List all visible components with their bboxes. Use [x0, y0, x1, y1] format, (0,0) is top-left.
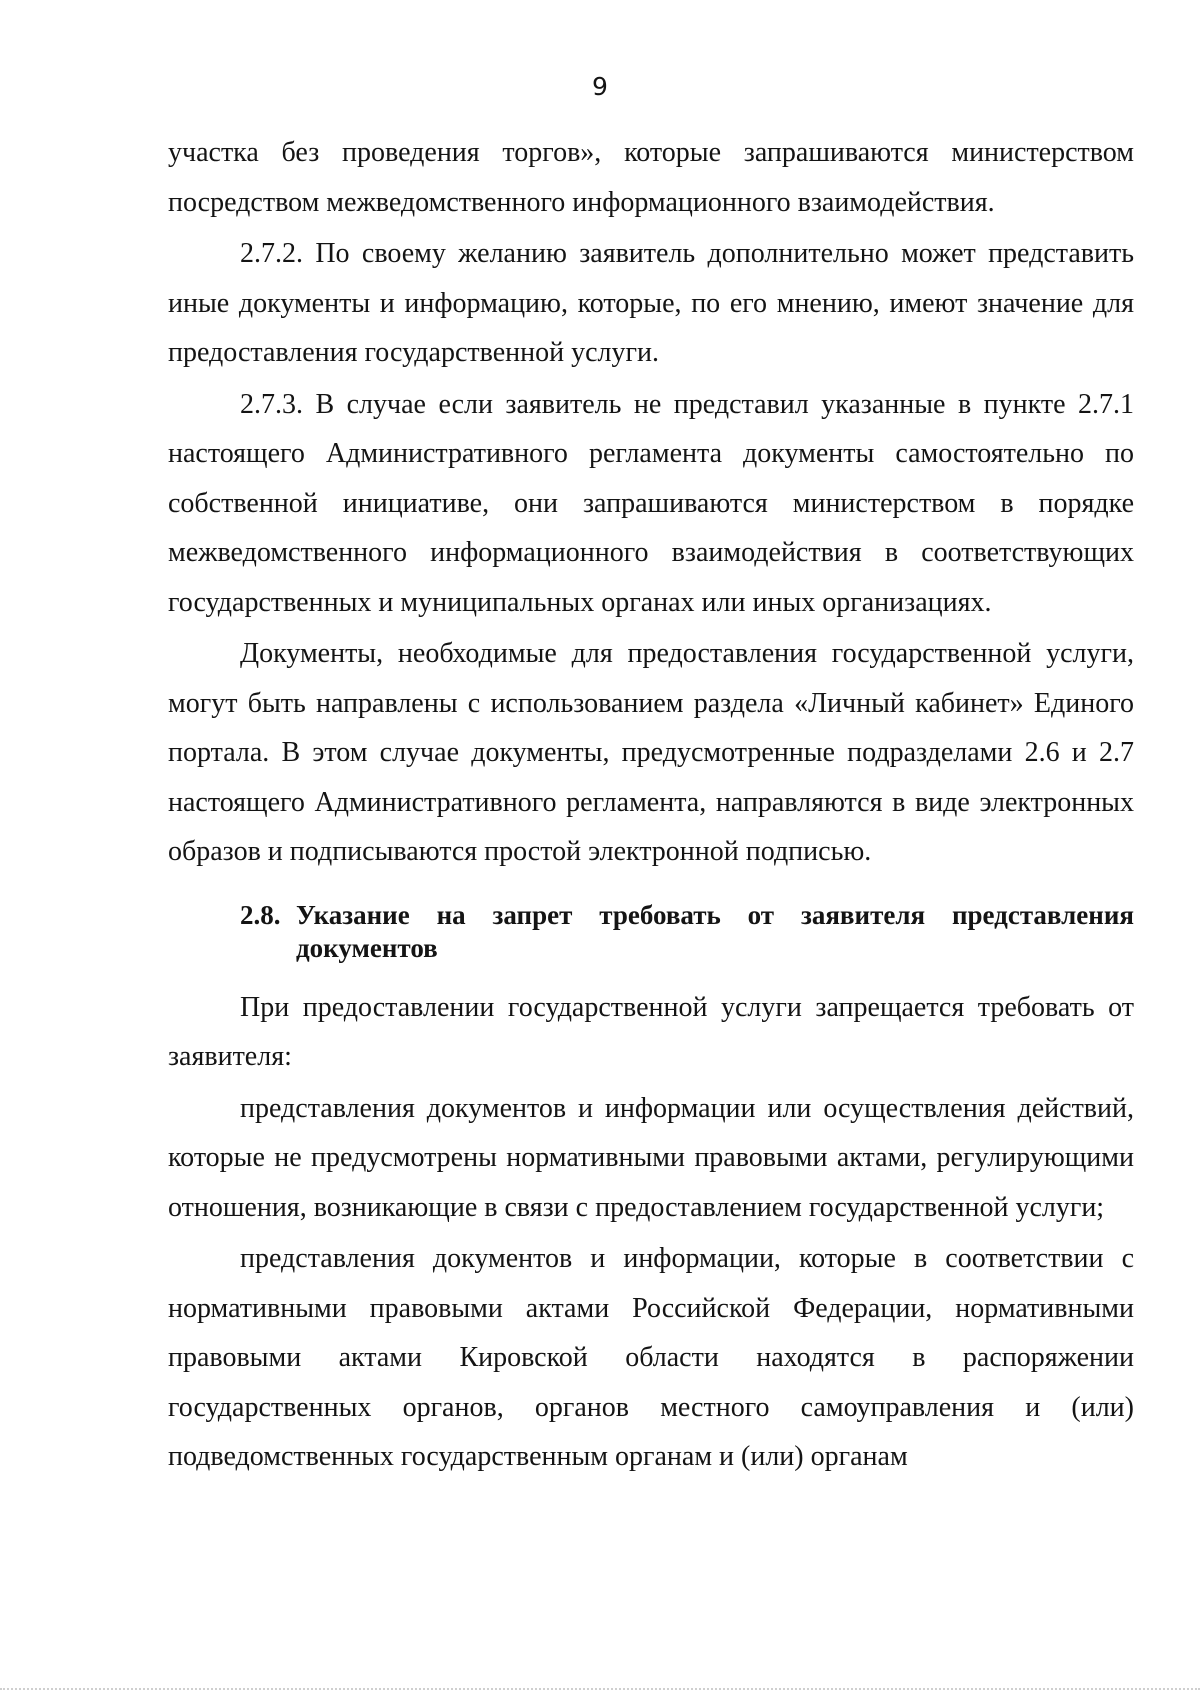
paragraph-prohibition-item-2: представления документов и информации, которые в соответствии с нормативными правовыми актами Российской Федерации, нормативными правовыми актами Кировской области находятся в распоряжении государственных органов, органов местного самоуправления и (или) подведомственных государственным органам и (или) органам	[168, 1243, 1134, 1472]
section-heading	[240, 899, 1134, 965]
scan-edge-divider	[0, 1688, 1200, 1690]
paragraph-documents-personal-cabinet: Документы, необходимые для предоставления государственной услуги, могут быть направлены с использованием раздела «Личный кабинет» Единого портала. В этом случае документы, предусмотренные подразделами 2.6 и 2.7 настоящего Административного регламента, направляются в виде электронных образов и подписываются простой электронной подписью.	[168, 638, 1134, 867]
paragraph-2-7-2: 2.7.2. По своему желанию заявитель дополнительно может представить иные документы и информацию, которые, по его мнению, имеют значение для предоставления государственной услуги.	[168, 238, 1134, 368]
section-number: 2.8.	[240, 899, 281, 930]
paragraph-prohibition-intro: При предоставлении государственной услуги запрещается требовать от заявителя:	[168, 991, 1134, 1072]
paragraph-prohibition-item-1: представления документов и информации или осуществления действий, которые не предусмотрены нормативными правовыми актами, регулирующими отношения, возникающие в связи с предоставлением государственной услуги;	[168, 1092, 1134, 1223]
document-body	[168, 128, 1134, 1484]
paragraph-continuation: участка без проведения торгов», которые запрашиваются министерством посредством межведомственного информационного взаимодействия.	[168, 137, 1134, 218]
paragraph-2-7-3: 2.7.3. В случае если заявитель не представил указанные в пункте 2.7.1 настоящего Административного регламента документы самостоятельно по собственной инициативе, они запрашиваются министерством в порядке межведомственного информационного взаимодействия в соответствующих государственных и муниципальных органах или иных организациях.	[168, 388, 1134, 618]
section-title: Указание на запрет требовать от заявителя представления документов	[296, 899, 1134, 963]
page-number: 9	[592, 72, 608, 101]
